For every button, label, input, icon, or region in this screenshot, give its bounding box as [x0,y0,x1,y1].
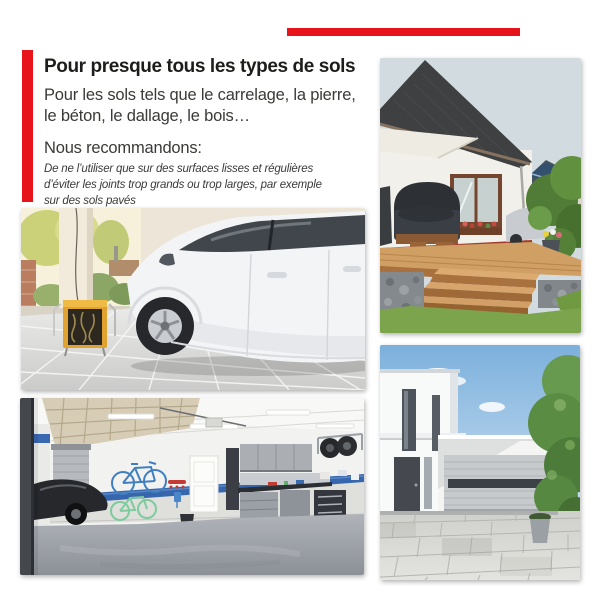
photo-house-wood-deck [380,58,581,333]
top-red-divider [287,28,520,36]
white-door [190,456,218,512]
garage-interior-illustration [20,398,364,575]
house-deck-illustration [380,58,581,333]
subtitle-line-2: le béton, le dallage, le bois… [44,107,250,125]
photo-garage-car-tiled-floor [21,208,365,390]
subtitle [44,85,384,127]
garage-door-opener [206,418,222,427]
folding-chair [380,186,392,246]
photo-garage-interior-concrete [20,398,364,575]
note-line-3: sur des sols pavés [44,195,136,207]
recommendation-label: Nous recommandons: [44,139,202,157]
intro-text-block [44,56,384,209]
recommendation-note [44,161,384,209]
page-title: Pour presque tous les types de sols [44,56,356,77]
garage-car-illustration [21,208,365,390]
modern-house-illustration [380,345,580,580]
photo-modern-house-paved-driveway [380,345,580,580]
note-line-2: d’éviter les joints trop grands ou trop larges, par exemple [44,179,322,191]
note-line-1: De ne l’utiliser que sur des surfaces lisses et régulières [44,163,313,175]
red-accent-bar [22,50,33,202]
subtitle-line-1: Pour les sols tels que le carrelage, la pierre, [44,86,356,104]
